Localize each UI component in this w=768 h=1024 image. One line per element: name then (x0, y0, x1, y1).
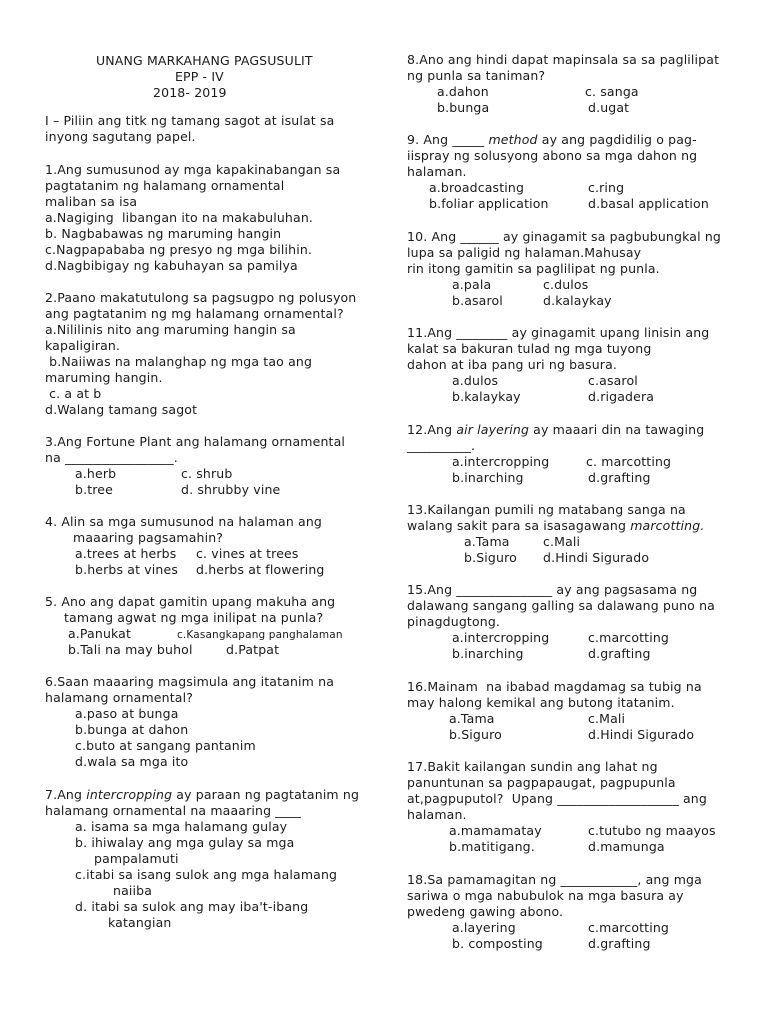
question-text: na _________________. (45, 450, 178, 465)
question-text: 11.Ang ________ ay ginagamit upang linisin ang (407, 325, 710, 340)
option-b: b.kalaykay (452, 389, 521, 404)
option-c: c.dulos (543, 277, 589, 292)
option-a: a.intercropping (452, 630, 550, 645)
question-text: lupa sa paligid ng halaman.Mahusay (407, 245, 642, 260)
option-c: c.tutubo ng maayos (588, 823, 716, 838)
question-text: kalat sa bakuran tulad ng mga tuyong (407, 341, 652, 356)
question-text-part: ay ang pagdidilig o pag- (537, 132, 697, 147)
question-text-part: ay paraan ng pagtatanim ng (172, 787, 360, 802)
option-b: b.asarol (452, 293, 503, 308)
question-text: 2.Paano makatutulong sa pagsugpo ng polusyon (45, 290, 357, 305)
option-d: d.grafting (588, 470, 651, 485)
question-text (407, 132, 697, 148)
option-a: a. isama sa mga halamang gulay (75, 819, 288, 834)
question-text: pinagdugtong. (407, 614, 501, 629)
option-c: c.Nagpapababa ng presyo ng mga bilihin. (45, 242, 313, 257)
option-a: a.broadcasting (429, 180, 525, 195)
question-text: dahon at iba pang uri ng basura. (407, 357, 617, 372)
option-a: a.intercropping (452, 454, 550, 469)
question-text: 5. Ano ang dapat gamitin upang makuha ang (45, 594, 336, 609)
instructions-line: inyong sagutang papel. (45, 129, 196, 144)
question-text: 1.Ang sumusunod ay mga kapakinabangan sa (45, 162, 341, 177)
question-text: 18.Sa pamamagitan ng ____________, ang mga (407, 872, 702, 887)
option-a: a.layering (452, 920, 516, 935)
question-text: 3.Ang Fortune Plant ang halamang ornamental (45, 434, 346, 449)
option-d: d.grafting (588, 646, 651, 661)
option-a: a.Nililinis nito ang maruming hangin sa (45, 322, 296, 337)
option-a: a.herb (75, 466, 117, 481)
option-d-cont: katangian (108, 915, 172, 930)
option-c: c.Mali (543, 534, 581, 549)
question-text-part: walang sakit para sa isasagawang (407, 518, 631, 533)
option-b: b.tree (75, 482, 113, 497)
question-text: 4. Alin sa mga sumusunod na halaman ang (45, 514, 322, 529)
question-text: panuntunan sa pagpapaugat, pagpupunla (407, 775, 676, 790)
option-b-cont: maruming hangin. (45, 370, 163, 385)
option-b: b. Nagbabawas ng maruming hangin (45, 226, 282, 241)
question-text: ang pagtatanim ng mg halamang ornamental? (45, 306, 344, 321)
option-c: c.marcotting (588, 920, 669, 935)
option-d: d.Patpat (226, 642, 280, 657)
option-d: d.Hindi Sigurado (588, 727, 695, 742)
exam-subject: EPP - IV (175, 69, 224, 84)
question-text: ng punla sa taniman? (407, 68, 546, 83)
option-d: d.Walang tamang sagot (45, 402, 198, 417)
option-c: c. shrub (181, 466, 233, 481)
option-a: a.pala (452, 277, 492, 292)
option-d: d.Nagbibigay ng kabuhayan sa pamilya (45, 258, 298, 273)
question-text-part: ay maaari din na tawaging (529, 422, 705, 437)
option-c: c.ring (588, 180, 625, 195)
question-text: halamang ornamental na maaaring ____ (45, 803, 301, 818)
question-text-part: 12.Ang (407, 422, 457, 437)
option-b: b.Siguro (464, 550, 517, 565)
option-b: b.foliar application (429, 196, 549, 211)
question-term: method (488, 132, 538, 147)
question-text: pwedeng gawing abono. (407, 904, 564, 919)
option-d: d.rigadera (588, 389, 655, 404)
option-b: b.inarching (452, 470, 524, 485)
option-b: b.herbs at vines (75, 562, 179, 577)
option-a: a.Tama (449, 711, 495, 726)
question-text: at,pagpuputol? Upang ___________________ ang (407, 791, 707, 806)
option-c: c.marcotting (588, 630, 669, 645)
question-text-part: 9. Ang _____ (407, 132, 489, 147)
option-b: b. composting (452, 936, 543, 951)
option-c: c.itabi sa isang sulok ang mga halamang (75, 867, 338, 882)
question-text-part: 7.Ang (45, 787, 87, 802)
option-a: a.Panukat (68, 626, 132, 641)
question-text: halaman. (407, 807, 467, 822)
option-a: a.trees at herbs (75, 546, 177, 561)
instructions-line: I – Piliin ang titk ng tamang sagot at isulat sa (45, 113, 335, 128)
option-a: a.dahon (437, 84, 489, 99)
question-text: may halong kemikal ang butong itatanim. (407, 695, 675, 710)
question-text: dalawang sangang galling sa dalawang puno na (407, 598, 715, 613)
option-c: c. vines at trees (196, 546, 299, 561)
option-d: d.basal application (588, 196, 709, 211)
option-d: d.mamunga (588, 839, 665, 854)
option-a: a.mamamatay (449, 823, 542, 838)
question-text: 13.Kailangan pumili ng matabang sanga na (407, 502, 686, 517)
option-b: b.Tali na may buhol (68, 642, 193, 657)
exam-title: UNANG MARKAHANG PAGSUSULIT (96, 53, 313, 68)
question-text: 15.Ang _______________ ay ang pagsasama ng (407, 582, 698, 597)
question-text: 8.Ano ang hindi dapat mapinsala sa sa paglilipat (407, 52, 720, 67)
option-c: c.asarol (588, 373, 638, 388)
option-b: b.bunga at dahon (75, 722, 189, 737)
option-a: a.Nagiging libangan ito na makabuluhan. (45, 210, 314, 225)
question-text: maliban sa isa (45, 194, 138, 209)
question-text: pagtatanim ng halamang ornamental (45, 178, 285, 193)
option-d: d. itabi sa sulok ang may iba't-ibang (75, 899, 309, 914)
option-c-cont: naiiba (113, 883, 153, 898)
question-text (45, 787, 359, 803)
option-b: b.matitigang. (449, 839, 535, 854)
question-term: marcotting. (630, 518, 705, 533)
question-text: halaman. (407, 164, 467, 179)
option-b: b.inarching (452, 646, 524, 661)
option-b-cont: pampalamuti (94, 851, 179, 866)
option-c: c.buto at sangang pantanim (75, 738, 256, 753)
exam-year: 2018- 2019 (153, 85, 227, 100)
question-text: 10. Ang ______ ay ginagamit sa pagbubungkal ng (407, 229, 721, 244)
question-text (407, 518, 704, 534)
option-c: c. a at b (45, 386, 102, 401)
option-c: c.Mali (588, 711, 626, 726)
option-d: d.wala sa mga ito (75, 754, 189, 769)
option-d: d.herbs at flowering (196, 562, 325, 577)
option-b: b.Naiiwas na malanghap ng mga tao ang (45, 354, 313, 369)
question-text: iispray ng solusyong abono sa mga dahon ng (407, 148, 698, 163)
question-text: maaaring pagsamahin? (73, 530, 224, 545)
option-c: c. marcotting (586, 454, 672, 469)
question-text (407, 422, 704, 438)
question-text: 17.Bakit kailangan sundin ang lahat ng (407, 759, 658, 774)
option-c: c. sanga (585, 84, 639, 99)
option-a: a.paso at bunga (75, 706, 179, 721)
option-d: d. shrubby vine (181, 482, 281, 497)
question-term: air layering (456, 422, 530, 437)
option-d: d.kalaykay (543, 293, 612, 308)
question-text: halamang ornamental? (45, 690, 193, 705)
option-b: b.bunga (437, 100, 490, 115)
option-a-cont: kapaligiran. (45, 338, 121, 353)
option-b: b. ihiwalay ang mga gulay sa mga (75, 835, 295, 850)
option-d: d.grafting (588, 936, 651, 951)
option-d: d.ugat (588, 100, 630, 115)
option-d: d.Hindi Sigurado (543, 550, 650, 565)
option-a: a.dulos (452, 373, 499, 388)
question-text: 16.Mainam na ibabad magdamag sa tubig na (407, 679, 702, 694)
question-text: tamang agwat ng mga inilipat na punla? (64, 610, 324, 625)
question-text: __________. (407, 438, 476, 453)
option-b: b.Siguro (449, 727, 502, 742)
question-text: 6.Saan maaaring magsimula ang itatanim na (45, 674, 334, 689)
option-a: a.Tama (464, 534, 510, 549)
question-text: sariwa o mga nabubulok na mga basura ay (407, 888, 684, 903)
question-term: intercropping (86, 787, 173, 802)
option-c: c.Kasangkapang panghalaman (177, 629, 343, 641)
question-text: rin itong gamitin sa paglilipat ng punla. (407, 261, 660, 276)
